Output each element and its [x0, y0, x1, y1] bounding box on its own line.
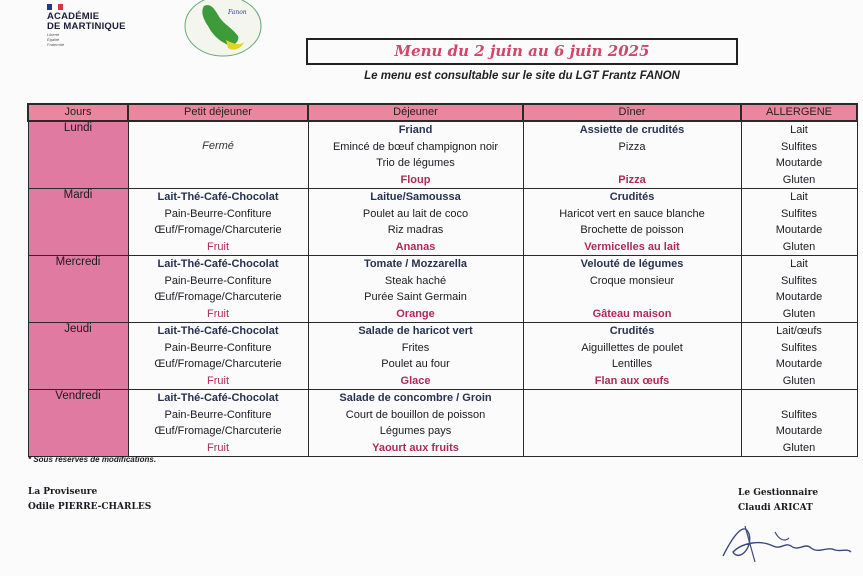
breakfast-cell [128, 256, 308, 323]
menu-item: Croque monsieur [589, 274, 675, 287]
menu-item: Aiguillettes de poulet [581, 341, 683, 354]
menu-item: Œuf/Fromage/Charcuterie [154, 291, 282, 303]
menu-item: Laitue/Samoussa [370, 191, 461, 203]
menu-item: Vermicelles au lait [584, 240, 680, 253]
menu-item: Velouté de légumes [580, 258, 684, 270]
french-flag-icon [47, 4, 63, 10]
school-logo [182, 0, 264, 58]
menu-table [27, 103, 858, 457]
menu-item: Fruit [207, 307, 229, 320]
breakfast-cell [128, 390, 308, 457]
manager-title: Le Gestionnaire [738, 488, 819, 498]
menu-item: Court de bouillon de poisson [345, 408, 486, 421]
allergen-cell [741, 323, 857, 390]
menu-item: Frites [401, 341, 430, 354]
menu-item: Fruit [207, 374, 229, 387]
menu-item: Lait-Thé-Café-Chocolat [157, 258, 279, 270]
principal-name: Odile PIERRE-CHARLES [28, 502, 152, 512]
menu-item: Trio de légumes [376, 157, 455, 169]
menu-item: Crudités [609, 325, 655, 337]
menu-item [524, 407, 741, 424]
column-header: Jours [28, 104, 128, 121]
menu-item: Œuf/Fromage/Charcuterie [154, 224, 282, 236]
menu-item: Œuf/Fromage/Charcuterie [154, 425, 282, 437]
menu-item: Salade de concombre / Groin [339, 392, 492, 404]
menu-item: Riz madras [387, 224, 444, 236]
lunch-cell [308, 121, 523, 189]
allergen-item: Sulfites [780, 408, 818, 421]
allergen-item: Gluten [782, 441, 816, 454]
lunch-cell [308, 256, 523, 323]
menu-item: Lentilles [611, 358, 653, 370]
table-row [28, 323, 857, 390]
dinner-cell [523, 323, 741, 390]
breakfast-cell [128, 121, 308, 189]
menu-item: Pain-Beurre-Confiture [164, 274, 272, 287]
menu-item [524, 155, 741, 172]
allergen-cell [741, 390, 857, 457]
lunch-cell [308, 323, 523, 390]
principal-title: La Proviseure [28, 487, 98, 497]
menu-item: Fruit [207, 240, 229, 253]
allergen-item: Gluten [782, 374, 816, 387]
menu-item: Pain-Beurre-Confiture [164, 341, 272, 354]
breakfast-cell [128, 189, 308, 256]
day-cell: Mercredi [28, 256, 128, 323]
day-cell: Mardi [28, 189, 128, 256]
allergen-cell [741, 121, 857, 189]
lunch-cell [308, 189, 523, 256]
allergen-item [742, 390, 857, 407]
menu-item: Lait-Thé-Café-Chocolat [157, 325, 279, 337]
menu-title: Menu du 2 juin au 6 juin 2025 [306, 38, 738, 65]
menu-item: Brochette de poisson [580, 224, 684, 236]
menu-item: Crudités [609, 191, 655, 203]
allergen-cell [741, 256, 857, 323]
column-header: ALLERGENE [741, 104, 857, 121]
allergen-item: Lait [790, 258, 808, 270]
menu-item: Légumes pays [379, 425, 452, 437]
menu-item: Fruit [207, 441, 229, 454]
allergen-item: Sulfites [780, 140, 818, 153]
allergen-item: Gluten [782, 240, 816, 253]
allergen-item: Gluten [782, 307, 816, 320]
menu-item: Pizza [618, 173, 646, 186]
table-row [28, 121, 857, 189]
dinner-cell [523, 256, 741, 323]
modification-note: * Sous réserves de modifications. [28, 455, 157, 464]
menu-item: Salade de haricot vert [358, 325, 473, 337]
academy-name: ACADÉMIE DE MARTINIQUE [47, 11, 126, 32]
menu-item: Lait-Thé-Café-Chocolat [157, 392, 279, 404]
menu-item: Pain-Beurre-Confiture [164, 408, 272, 421]
lunch-cell [308, 390, 523, 457]
allergen-item: Moutarde [775, 157, 823, 169]
allergen-item: Moutarde [775, 358, 823, 370]
menu-item [524, 423, 741, 440]
menu-item: Pain-Beurre-Confiture [164, 207, 272, 220]
allergen-item: Sulfites [780, 207, 818, 220]
menu-item: Friand [398, 124, 433, 136]
menu-item: Tomate / Mozzarella [363, 258, 468, 270]
allergen-item: Moutarde [775, 425, 823, 437]
menu-item: Flan aux œufs [594, 374, 670, 387]
allergen-item: Lait/œufs [776, 325, 822, 337]
menu-item: Ananas [395, 240, 436, 253]
allergen-item: Lait [790, 124, 808, 136]
menu-item [524, 390, 741, 407]
menu-item: Pizza [618, 140, 646, 153]
menu-item [524, 440, 741, 457]
menu-item: Orange [396, 307, 435, 320]
menu-item: Poulet au lait de coco [362, 207, 469, 220]
table-row [28, 189, 857, 256]
principal-signature-block [28, 485, 151, 515]
menu-item: Purée Saint Germain [364, 291, 467, 303]
day-cell: Lundi [28, 121, 128, 189]
menu-item: Gâteau maison [592, 307, 672, 320]
menu-item: Floup [400, 173, 431, 186]
menu-item: Fermé [202, 140, 234, 152]
menu-item: Lait-Thé-Café-Chocolat [157, 191, 279, 203]
menu-item: Poulet au four [381, 358, 450, 370]
allergen-item: Sulfites [780, 341, 818, 354]
day-cell: Vendredi [28, 390, 128, 457]
handwritten-signature [715, 512, 855, 572]
menu-item: Glace [400, 374, 431, 387]
menu-item: Steak haché [384, 274, 447, 287]
academy-motto: Liberté Égalité Fraternité [47, 32, 65, 47]
manager-name: Claudi ARICAT [738, 503, 813, 513]
menu-item: Yaourt aux fruits [372, 441, 459, 454]
column-header: Déjeuner [308, 104, 523, 121]
table-row [28, 256, 857, 323]
allergen-cell [741, 189, 857, 256]
column-header: Petit déjeuner [128, 104, 308, 121]
dinner-cell [523, 390, 741, 457]
menu-item: Haricot vert en sauce blanche [559, 207, 705, 220]
menu-item [524, 289, 741, 306]
allergen-item: Sulfites [780, 274, 818, 287]
column-header: Dîner [523, 104, 741, 121]
allergen-item: Moutarde [775, 291, 823, 303]
allergen-item: Gluten [782, 173, 816, 186]
allergen-item: Moutarde [775, 224, 823, 236]
dinner-cell [523, 189, 741, 256]
menu-item: Œuf/Fromage/Charcuterie [154, 358, 282, 370]
allergen-item: Lait [790, 191, 808, 203]
dinner-cell [523, 121, 741, 189]
table-header-row [28, 104, 857, 121]
menu-subtitle: Le menu est consultable sur le site du LGT Frantz FANON [364, 70, 680, 82]
menu-item: Emincé de bœuf champignon noir [332, 140, 499, 153]
breakfast-cell [128, 323, 308, 390]
day-cell: Jeudi [28, 323, 128, 390]
table-row [28, 390, 857, 457]
menu-item: Assiette de crudités [579, 124, 685, 136]
svg-text:Fanon: Fanon [228, 9, 247, 16]
